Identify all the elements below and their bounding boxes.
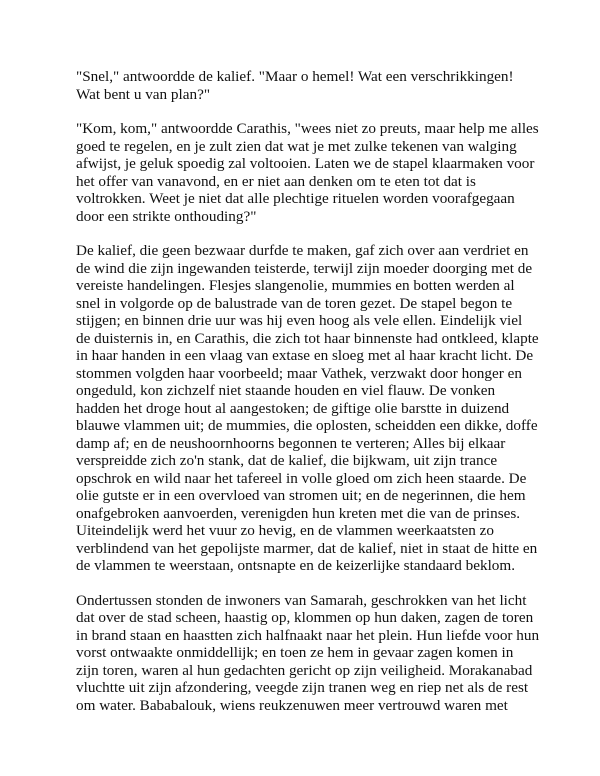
text-line: onafgebroken aanvoerden, verenigden hun kreten met die van de prinses. bbox=[76, 504, 521, 522]
text-line: De kalief, die geen bezwaar durfde te maken, gaf zich over aan verdriet en bbox=[76, 242, 529, 259]
text-line: "Kom, kom," antwoordde Carathis, "wees niet zo preuts, maar help me alles bbox=[76, 120, 539, 137]
text-line: hadden het droge hout al aangestoken; de giftige olie barstte in duizend bbox=[76, 399, 510, 417]
text-line: zijn toren, waren al hun gedachten gericht op zijn veiligheid. Morakanabad bbox=[76, 661, 533, 679]
text-line: verspreidde zich zo'n stank, dat de kalief, die bijkwam, uit zijn trance bbox=[76, 452, 498, 469]
text-line: door een strikte onthouding?" bbox=[76, 207, 257, 225]
text-line: blauwe vlammen uit; de mummies, die oplosten, scheidden een dikke, doffe bbox=[76, 417, 538, 434]
text-line: in brand staan en haastten zich halfnaakt naar het plein. Hun liefde voor hun bbox=[76, 626, 540, 644]
text-line: vereiste handelingen. Flesjes slangenolie, mummies en botten werden al bbox=[76, 277, 515, 294]
text-line: damp af; en de neushoornhoorns begonnen te verteren; Alles bij elkaar bbox=[76, 434, 506, 452]
text-line: de duisternis in, en Carathis, die zich tot haar binnenste had ontkleed, klapte bbox=[76, 329, 539, 347]
text-line: om water. Bababalouk, wiens reukzenuwen meer vertrouwd waren met bbox=[76, 696, 508, 714]
text-line: goed te regelen, en je zult zien dat wat je met zulke tekenen van walging bbox=[76, 137, 517, 155]
text-line: het offer van vanavond, en er niet aan denken om te eten tot dat is bbox=[76, 172, 476, 190]
text-line: opschrok en wild naar het tafereel in volle gloed om zich heen staarde. De bbox=[76, 469, 527, 487]
text-line: snel in volgorde op de balustrade van de toren gezet. De stapel begon te bbox=[76, 294, 513, 312]
text-line: dat over de stad scheen, haastig op, klommen op hun daken, zagen de toren bbox=[76, 609, 534, 626]
text-line: in haar handen in een vlaag van extase en sloeg met al haar kracht licht. De bbox=[76, 347, 534, 364]
text-line: stommen volgden haar voorbeeld; maar Vathek, verzwakt door honger en bbox=[76, 364, 522, 382]
text-line: vorst ontwaakte onmiddellijk; en toen ze hem in gevaar zagen komen in bbox=[76, 644, 514, 661]
text-line: olie gutste er in een overvloed van stromen uit; en de negerinnen, die hem bbox=[76, 487, 526, 504]
document-page bbox=[76, 68, 540, 731]
text-line: verblindend van het gepolijste marmer, dat de kalief, niet in staat de hitte en bbox=[76, 539, 538, 557]
text-line: Wat bent u van plan?" bbox=[76, 85, 211, 103]
text-line: vluchtte uit zijn afzondering, veegde zijn tranen weg en riep net als de rest bbox=[76, 679, 529, 696]
text-line: ongeduld, kon zichzelf niet staande houden en viel flauw. De vonken bbox=[76, 382, 496, 399]
paragraph bbox=[76, 120, 539, 225]
text-line: voltrokken. Weet je niet dat alle plechtige rituelen worden voorafgegaan bbox=[76, 190, 515, 207]
text-line: de vlammen te weerstaan, ontsnapte en de keizerlijke standaard beklom. bbox=[76, 557, 515, 574]
text-line: Ondertussen stonden de inwoners van Samarah, geschrokken van het licht bbox=[76, 591, 527, 609]
paragraph bbox=[76, 591, 540, 715]
paragraph bbox=[76, 242, 539, 575]
text-line: Uiteindelijk werd het vuur zo hevig, en de vlammen weerkaatsten zo bbox=[76, 522, 494, 539]
text-line: stijgen; en binnen drie uur was hij even hoog als vele ellen. Eindelijk viel bbox=[76, 312, 523, 329]
text-line: "Snel," antwoordde de kalief. "Maar o hemel! Wat een verschrikkingen! bbox=[76, 68, 514, 85]
text-line: afwijst, je geluk spoedig zal voltooien. Laten we de stapel klaarmaken voor bbox=[76, 155, 535, 172]
paragraph bbox=[76, 68, 528, 103]
text-line: de wind die zijn ingewanden teisterde, terwijl zijn moeder doorging met de bbox=[76, 259, 533, 277]
